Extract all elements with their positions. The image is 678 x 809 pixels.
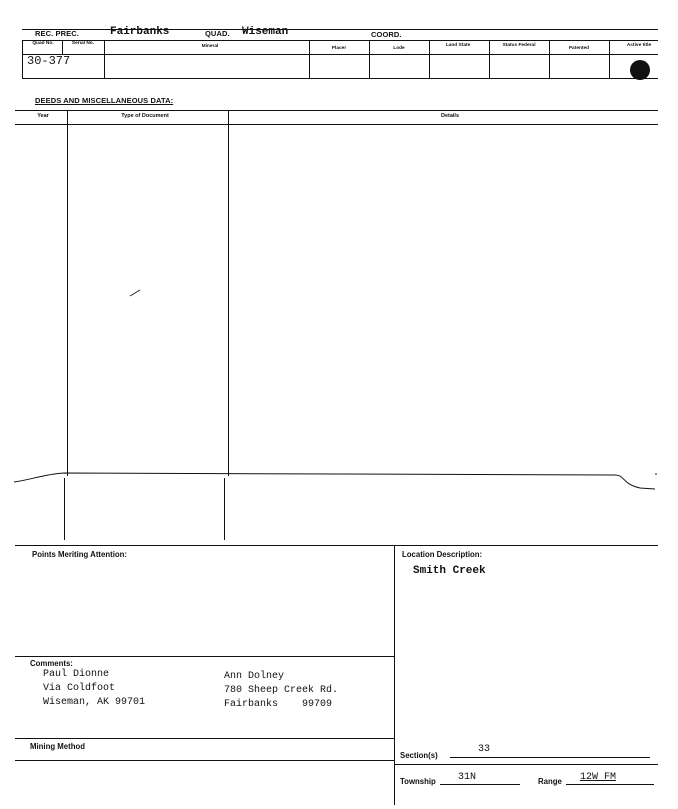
- section-label: Section(s): [400, 751, 438, 760]
- col-divider: [104, 40, 105, 78]
- lower-center-divider: [394, 545, 395, 805]
- comments-top-rule: [15, 656, 394, 657]
- col-divider: [62, 40, 63, 54]
- deeds-title: DEEDS AND MISCELLANEOUS DATA:: [35, 96, 174, 105]
- header-bottom-rule: [22, 78, 658, 79]
- mining-top-rule: [15, 738, 394, 739]
- coord-label: COORD.: [371, 30, 402, 39]
- col-header-lode: Lode: [393, 46, 405, 51]
- rec-prec-value: Fairbanks: [110, 26, 170, 38]
- col-divider: [22, 40, 23, 78]
- contact1-line1: Paul Dionne: [43, 669, 110, 680]
- deeds-col-details: Details: [440, 113, 460, 119]
- col-divider: [429, 40, 430, 78]
- record-number: 30-377: [27, 54, 71, 68]
- section-underline: [450, 757, 650, 758]
- col-divider: [549, 40, 550, 78]
- section-bottom-rule: [394, 764, 658, 765]
- punch-hole-mark: [630, 60, 650, 80]
- col-header-quad-no: Quad No.: [32, 41, 54, 46]
- quad-value: Wiseman: [242, 26, 289, 38]
- range-label: Range: [538, 777, 562, 786]
- township-underline: [440, 784, 520, 785]
- col-header-placer: Placer: [331, 46, 347, 51]
- deeds-col-type: Type of Document: [121, 113, 169, 119]
- col-divider: [609, 40, 610, 78]
- deeds-header-rule: [15, 124, 658, 125]
- rec-prec-label: REC. PREC.: [35, 29, 79, 38]
- quad-label: QUAD.: [205, 29, 230, 38]
- township-label: Township: [400, 777, 436, 786]
- contact2-line3: Fairbanks 99709: [224, 699, 333, 710]
- range-underline: [566, 784, 654, 785]
- contact1-line2: Via Coldfoot: [43, 683, 116, 694]
- mining-bottom-rule: [15, 760, 394, 761]
- section-value: 33: [478, 744, 491, 755]
- deeds-col-year: Year: [37, 113, 49, 119]
- location-label: Location Description:: [402, 550, 483, 559]
- col-header-serial-no: Serial No.: [71, 41, 95, 46]
- range-value: 12W FM: [580, 772, 617, 783]
- deeds-col-divider: [228, 110, 229, 476]
- lower-top-rule: [15, 545, 658, 546]
- col-header-active-title: Active title: [626, 43, 652, 48]
- col-header-land-state: Land State: [445, 43, 471, 48]
- col-header-mineral: Mineral: [201, 44, 219, 49]
- col-divider: [489, 40, 490, 78]
- header-sub-rule: [22, 54, 658, 55]
- comments-label: Comments:: [30, 659, 73, 668]
- header-mid-rule: [22, 40, 658, 41]
- location-value: Smith Creek: [413, 565, 486, 577]
- col-divider: [369, 40, 370, 78]
- col-header-patented: Patented: [568, 46, 590, 51]
- contact2-line1: Ann Dolney: [224, 671, 285, 682]
- mining-label: Mining Method: [30, 742, 85, 751]
- points-label: Points Meriting Attention:: [32, 550, 127, 559]
- page-edge-curl: [0, 462, 678, 502]
- col-header-status-federal: Status Federal: [502, 43, 536, 48]
- contact2-line2: 780 Sheep Creek Rd.: [224, 685, 339, 696]
- col-divider: [309, 40, 310, 78]
- pencil-mark: [128, 288, 142, 298]
- deeds-top-rule: [15, 110, 658, 111]
- contact1-line3: Wiseman, AK 99701: [43, 697, 146, 708]
- township-value: 31N: [458, 772, 477, 783]
- deeds-col-divider: [67, 110, 68, 476]
